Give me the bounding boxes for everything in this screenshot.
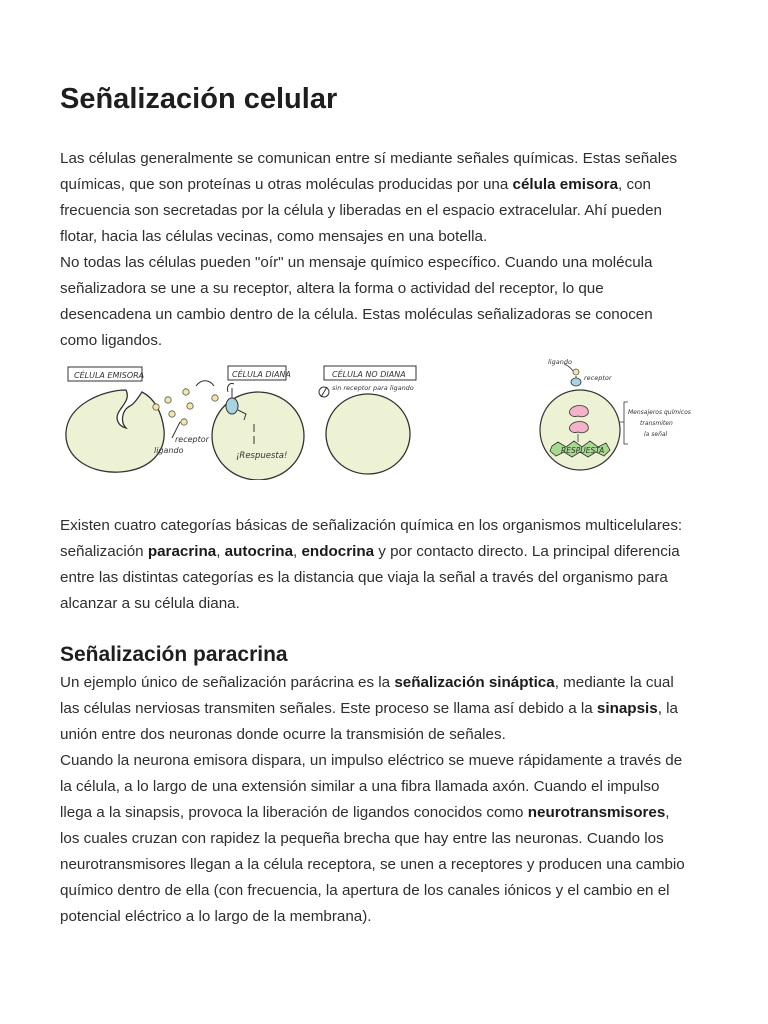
label-mensajeros-1: Mensajeros químicos xyxy=(628,409,691,416)
term-senalizacion-sinaptica: señalización sináptica xyxy=(394,674,555,691)
text-line: neurotransmisores llegan a la célula receptora, se unen a receptores y producen una cambio xyxy=(60,856,685,873)
text-span: las células nerviosas transmiten señales. Este proceso se llama así debido a la xyxy=(60,700,597,717)
ligand-dot xyxy=(212,395,218,401)
messenger-shape xyxy=(569,422,588,433)
text-line: químico dentro de ella (con frecuencia, la apertura de los canales iónicos y el cambio en el xyxy=(60,882,670,899)
ligand-dot xyxy=(169,411,175,417)
label-respuesta-right: RESPUESTA xyxy=(561,446,605,455)
text-line: Las células generalmente se comunican entre sí mediante señales químicas. Estas señales xyxy=(60,150,678,167)
text-span: llega a la sinapsis, provoca la liberación de ligandos conocidos como xyxy=(60,804,528,821)
ligand-dot xyxy=(153,404,159,410)
arrow xyxy=(227,383,234,392)
text-line: flotar, hacia las células vecinas, como mensajes en una botella. xyxy=(60,228,488,245)
text-span: Un ejemplo único de señalización parácrina es la xyxy=(60,674,395,691)
cell-signaling-illustration xyxy=(60,352,710,480)
text-span: , xyxy=(665,804,670,821)
term-sinapsis: sinapsis xyxy=(596,700,658,717)
text-span: , xyxy=(216,543,225,560)
bracket xyxy=(620,402,628,444)
label-no-diana: CÉLULA NO DIANA xyxy=(332,370,406,379)
label-ligando-right: ligando xyxy=(548,358,572,366)
text-line: los cuales cruzan con rapidez la pequeña brecha que hay entre las neuronas. Cuando los xyxy=(60,830,664,847)
section-title-paracrina: Señalización paracrina xyxy=(60,643,288,666)
text-line: entre las distintas categorías es la distancia que viaja la señal a través del organismo para xyxy=(60,569,668,586)
no-symbol-slash xyxy=(321,387,327,397)
text-span: y por contacto directo. La principal diferencia xyxy=(374,543,680,560)
label-mensajeros-3: la señal xyxy=(644,431,668,438)
text-line: frecuencia son secretadas por la célula y liberadas en el espacio extracelular. Ahí pueden xyxy=(60,202,662,219)
text-line: potencial eléctrico a lo largo de la membrana). xyxy=(60,908,372,925)
text-span: señalización xyxy=(60,543,148,560)
term-endocrina: endocrina xyxy=(301,543,375,560)
ligand-dot xyxy=(573,369,579,375)
text-line: unión entre dos neuronas donde ocurre la transmisión de señales. xyxy=(60,726,506,743)
text-span: , con xyxy=(618,176,651,193)
text-line xyxy=(60,539,710,565)
intro-paragraph-1 xyxy=(60,146,710,250)
text-line: alcanzar a su célula diana. xyxy=(60,595,240,612)
intro-paragraph-2 xyxy=(60,250,710,354)
label-respuesta: ¡Respuesta! xyxy=(236,451,288,461)
receptor-shape xyxy=(226,398,238,414)
ligand-dot xyxy=(165,397,171,403)
paracrina-paragraph-2 xyxy=(60,748,710,930)
text-line: como ligandos. xyxy=(60,332,163,349)
text-span: , xyxy=(293,543,302,560)
ligand-dot xyxy=(187,403,193,409)
emisora-cell xyxy=(66,390,164,472)
text-line: señalizadora se une a su receptor, altera la forma o actividad del receptor, lo que xyxy=(60,280,604,297)
text-line xyxy=(60,172,710,198)
label-ligando: ligando xyxy=(154,446,184,455)
term-neurotransmisores: neurotransmisores xyxy=(527,804,666,821)
page-title: Señalización celular xyxy=(60,83,338,115)
text-line: Existen cuatro categorías básicas de señalización química en los organismos multicelulares: xyxy=(60,517,683,534)
no-diana-cell xyxy=(326,394,410,474)
text-line: desencadena un cambio dentro de la célula. Estas moléculas señalizadoras se conocen xyxy=(60,306,653,323)
label-emisora: CÉLULA EMISORA xyxy=(74,371,145,380)
text-line xyxy=(60,800,710,826)
text-span: químicas, que son proteínas u otras moléculas producidas por una xyxy=(60,176,513,193)
messenger-shape xyxy=(569,406,588,417)
label-sin-receptor: sin receptor para ligando xyxy=(332,384,414,392)
text-span: , la xyxy=(657,700,678,717)
text-line: Cuando la neurona emisora dispara, un impulso eléctrico se mueve rápidamente a través de xyxy=(60,752,683,769)
text-line xyxy=(60,696,710,722)
text-span: , mediante la cual xyxy=(554,674,674,691)
paracrina-paragraph-1 xyxy=(60,670,710,748)
text-line: la célula, a lo largo de una extensión similar a una fibra llamada axón. Cuando el impulso xyxy=(60,778,660,795)
receptor-shape xyxy=(571,378,581,386)
arrow xyxy=(196,381,214,386)
categories-paragraph xyxy=(60,513,710,617)
label-receptor: receptor xyxy=(175,435,209,444)
ligand-dot xyxy=(181,419,187,425)
label-mensajeros-2: transmiten xyxy=(640,420,673,427)
term-autocrina: autocrina xyxy=(224,543,294,560)
label-diana: CÉLULA DIANA xyxy=(232,370,291,379)
text-line xyxy=(60,670,710,696)
label-receptor-right: receptor xyxy=(584,374,612,382)
term-celula-emisora: célula emisora xyxy=(512,176,619,193)
text-line: No todas las células pueden "oír" un mensaje químico específico. Cuando una molécula xyxy=(60,254,653,271)
term-paracrina: paracrina xyxy=(147,543,217,560)
ligand-dot xyxy=(183,389,189,395)
